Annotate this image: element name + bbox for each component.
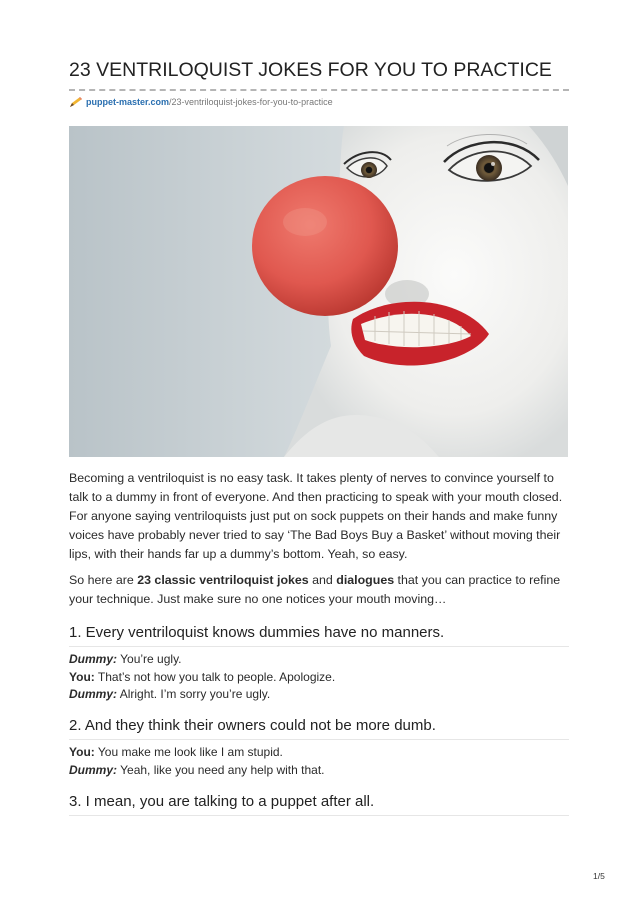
article-title: 23 VENTRILOQUIST JOKES FOR YOU TO PRACTICE	[69, 59, 552, 81]
pencil-icon	[69, 96, 83, 108]
section-heading-3: 3. I mean, you are talking to a puppet after all.	[69, 793, 375, 810]
dialogue-line	[69, 669, 569, 687]
line-text: Yeah, like you need any help with that.	[117, 762, 325, 777]
speaker-label: Dummy:	[69, 762, 118, 777]
speaker-label: Dummy:	[69, 652, 118, 666]
source-domain[interactable]: puppet-master.com	[86, 97, 170, 107]
speaker-label: Dummy:	[69, 687, 118, 701]
section-heading-1: 1. Every ventriloquist knows dummies have no manners.	[69, 624, 445, 641]
dialogue-line	[69, 762, 569, 780]
lead-text-after: that you can practice to refine your technique. Just make sure no one notices your mouth moving…	[69, 573, 561, 606]
dialogue-block-1	[69, 651, 569, 704]
title-divider	[69, 89, 569, 91]
line-text: You’re ugly.	[117, 652, 182, 666]
section-divider-2	[69, 739, 569, 740]
hero-image	[69, 126, 568, 457]
lead-text-middle: and	[308, 573, 337, 587]
lead-bold-dialogues: dialogues	[336, 573, 395, 587]
page-number: 1/5	[593, 871, 605, 881]
dialogue-line	[69, 686, 569, 704]
clown-face-photo	[69, 126, 568, 457]
lead-text-before: So here are	[69, 573, 138, 587]
dialogue-line	[69, 651, 569, 669]
section-divider-3	[69, 815, 569, 816]
section-heading-2: 2. And they think their owners could not be more dumb.	[69, 717, 436, 734]
intro-paragraph: Becoming a ventriloquist is no easy task. It takes plenty of nerves to convince yourself to talk to a dummy in front of everyone. And then practicing to speak with your mouth closed. For anyone saying ventriloquists just put on sock puppets on their hands and make funny voices have probably never tried to say ‘The Bad Boys Buy a Basket’ without moving their lips, with their hands far up a dummy’s bottom. Yeah, so easy.	[69, 471, 563, 561]
dialogue-line	[69, 744, 569, 762]
lead-bold-jokes: 23 classic ventriloquist jokes	[137, 573, 309, 587]
source-path[interactable]: /23-ventriloquist-jokes-for-you-to-practice	[169, 97, 333, 107]
line-text: That’s not how you talk to people. Apologize.	[94, 669, 336, 684]
line-text: Alright. I’m sorry you’re ugly.	[117, 687, 271, 701]
speaker-label: You:	[69, 669, 95, 684]
dialogue-block-2	[69, 744, 569, 779]
section-divider-1	[69, 646, 569, 647]
lead-paragraph	[69, 571, 569, 609]
speaker-label: You:	[69, 745, 95, 759]
line-text: You make me look like I am stupid.	[94, 745, 283, 759]
source-link[interactable]	[69, 95, 333, 109]
